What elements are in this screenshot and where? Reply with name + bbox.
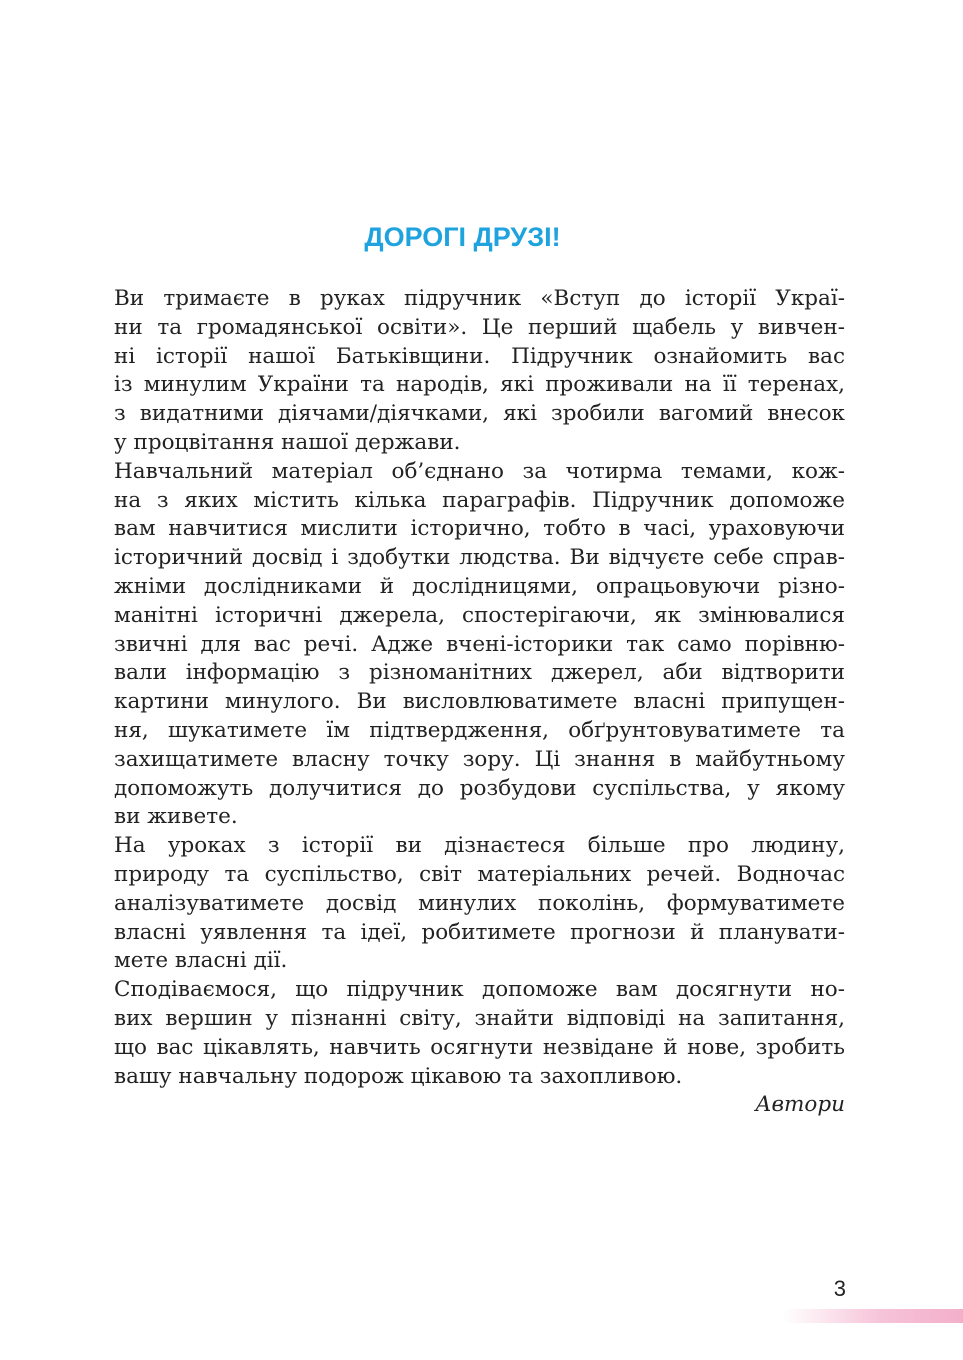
text-line: із минулим України та народів, які проживали на її теренах, [114, 372, 845, 398]
body-text [80, 285, 845, 1120]
text-line: жніми дослідниками й дослідницями, опрацьовуючи різно- [114, 573, 845, 599]
text-line: аналізуватимете досвід минулих поколінь, формуватимете [114, 890, 845, 916]
text-line: захищатимете власну точку зору. Ці знання в майбутньому [114, 746, 845, 772]
text-line: з видатними діячами/діячками, які зробили вагомий внесок [114, 401, 845, 427]
page-accent-bar [783, 1309, 963, 1323]
text-line: Ви тримаєте в руках підручник «Вступ до історії Украї- [114, 286, 845, 311]
text-line: на з яких містить кілька параграфів. Підручник допоможе [114, 487, 845, 513]
text-line: вали інформацію з різноманітних джерел, аби відтворити [114, 660, 845, 686]
text-line: ня, шукатимете їм підтвердження, обґрунтовуватимете та [114, 717, 845, 743]
text-line: манітні історичні джерела, спостерігаючи, як змінювалися [114, 602, 845, 628]
text-line: що вас цікавлять, навчить осягнути незвідане й нове, зробить [114, 1034, 845, 1060]
paragraph [80, 285, 845, 458]
text-line: звичні для вас речі. Адже вчені-історики так само порівню- [114, 631, 845, 657]
text-line: у процвітання нашої держави. [114, 429, 461, 455]
text-line: природу та суспільство, світ матеріальних речей. Водночас [114, 861, 845, 887]
text-line: історичний досвід і здобутки людства. Ви відчуєте себе справ- [114, 545, 845, 571]
text-line: вам навчитися мислити історично, тобто в часі, ураховуючи [114, 516, 845, 542]
text-line: вашу навчальну подорож цікавою та захопливою. [114, 1063, 683, 1089]
paragraph [80, 832, 845, 976]
text-line: допоможуть долучитися до розбудови суспільства, у якому [114, 775, 845, 801]
text-line: картини минулого. Ви висловлюватимете власні припущен- [114, 689, 845, 715]
paragraph [80, 458, 845, 832]
text-line: ви живете. [114, 804, 238, 830]
signature: Автори [755, 1092, 845, 1118]
text-line: ні історії нашої Батьківщини. Підручник ознайомить вас [114, 343, 845, 369]
text-line: На уроках з історії ви дізнаєтеся більше про людину, [114, 833, 845, 859]
page-number: 3 [833, 1276, 846, 1301]
text-line: Сподіваємося, що підручник допоможе вам досягнути но- [114, 977, 845, 1003]
text-line: Навчальний матеріал об’єднано за чотирма темами, кож- [114, 458, 845, 484]
text-line: вих вершин у пізнанні світу, знайти відповіді на запитання, [114, 1005, 845, 1031]
text-line: власні уявлення та ідеї, робитимете прогнози й планувати- [114, 919, 845, 945]
text-line: мете власні дії. [114, 948, 288, 974]
text-line: ни та громадянської освіти». Це перший щабель у вивчен- [114, 314, 845, 340]
paragraph [80, 976, 845, 1091]
page-title: ДОРОГІ ДРУЗІ! [364, 222, 561, 252]
